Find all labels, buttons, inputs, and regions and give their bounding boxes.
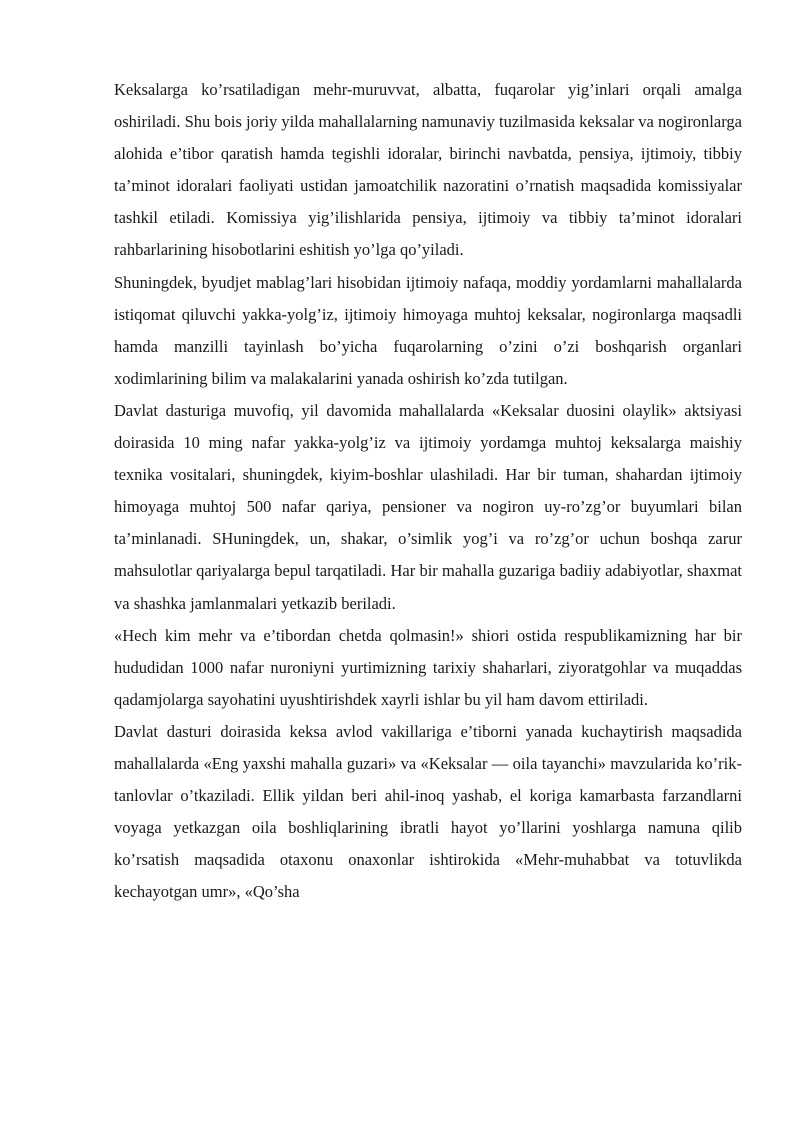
- paragraph-4: «Hech kim mehr va e’tibordan chetda qolmasin!» shiori ostida respublikamizning har bir hududidan 1000 nafar nuroniyni yurtimizning tarixiy shaharlari, ziyoratgohlar va muqaddas qadamjolarga sayohatini uyushtirishdek xayrli ishlar bu yil ham davom ettiriladi.: [114, 625, 742, 709]
- paragraph-5: Davlat dasturi doirasida keksa avlod vakillariga e’tiborni yanada kuchaytirish maqsadida mahallalarda «Eng yaxshi mahalla guzari» va «Keksalar — oila tayanchi» mavzularida ko’rik-tanlovlar o’tkaziladi. Ellik yildan beri ahil-inoq yashab, el koriga kamarbasta farzandlarni voyaga yetkazgan oila boshliqlarining ibratli hayot yo’llarini yoshlarga namuna qilib ko’rsatish maqsadida otaxonu onaxonlar ishtirokida «Mehr-muhabbat va totuvlikda kechayotgan umr», «Qo’sha: [114, 721, 742, 902]
- document-body: [114, 74, 742, 908]
- paragraph-3: Davlat dasturiga muvofiq, yil davomida mahallalarda «Keksalar duosini olaylik» aktsiyasi doirasida 10 ming nafar yakka-yolg’iz va ijtimoiy yordamga muhtoj keksalarga maishiy texnika vositalari, shuningdek, kiyim-boshlar ulashiladi. Har bir tuman, shahardan ijtimoiy himoyaga muhtoj 500 nafar qariya, pensioner va nogiron uy-ro’zg’or buyumlari bilan ta’minlanadi. SHuningdek, un, shakar, o’simlik yog’i va ro’zg’or uchun boshqa zarur mahsulotlar qariyalarga bepul tarqatiladi. Har bir mahalla guzariga badiiy adabiyotlar, shaxmat va shashka jamlanmalari yetkazib beriladi.: [114, 400, 742, 613]
- paragraph-1: Keksalarga ko’rsatiladigan mehr-muruvvat, albatta, fuqarolar yig’inlari orqali amalga oshiriladi. Shu bois joriy yilda mahallalarning namunaviy tuzilmasida keksalar va nogironlarga alohida e’tibor qaratish hamda tegishli idoralar, birinchi navbatda, pensiya, ijtimoiy, tibbiy ta’minot idoralari faoliyati ustidan jamoatchilik nazoratini o’rnatish maqsadida komissiyalar tashkil etiladi. Komissiya yig’ilishlarida pensiya, ijtimoiy va tibbiy ta’minot idoralari rahbarlarining hisobotlarini eshitish yo’lga qo’yiladi.: [114, 80, 742, 260]
- paragraph-2: Shuningdek, byudjet mablag’lari hisobidan ijtimoiy nafaqa, moddiy yordamlarni mahallalarda istiqomat qiluvchi yakka-yolg’iz, ijtimoiy himoyaga muhtoj keksalar, nogironlarga maqsadli hamda manzilli tayinlash bo’yicha fuqarolarning o’zini o’zi boshqarish organlari xodimlarining bilim va malakalarini yanada oshirish ko’zda tutilgan.: [114, 272, 742, 388]
